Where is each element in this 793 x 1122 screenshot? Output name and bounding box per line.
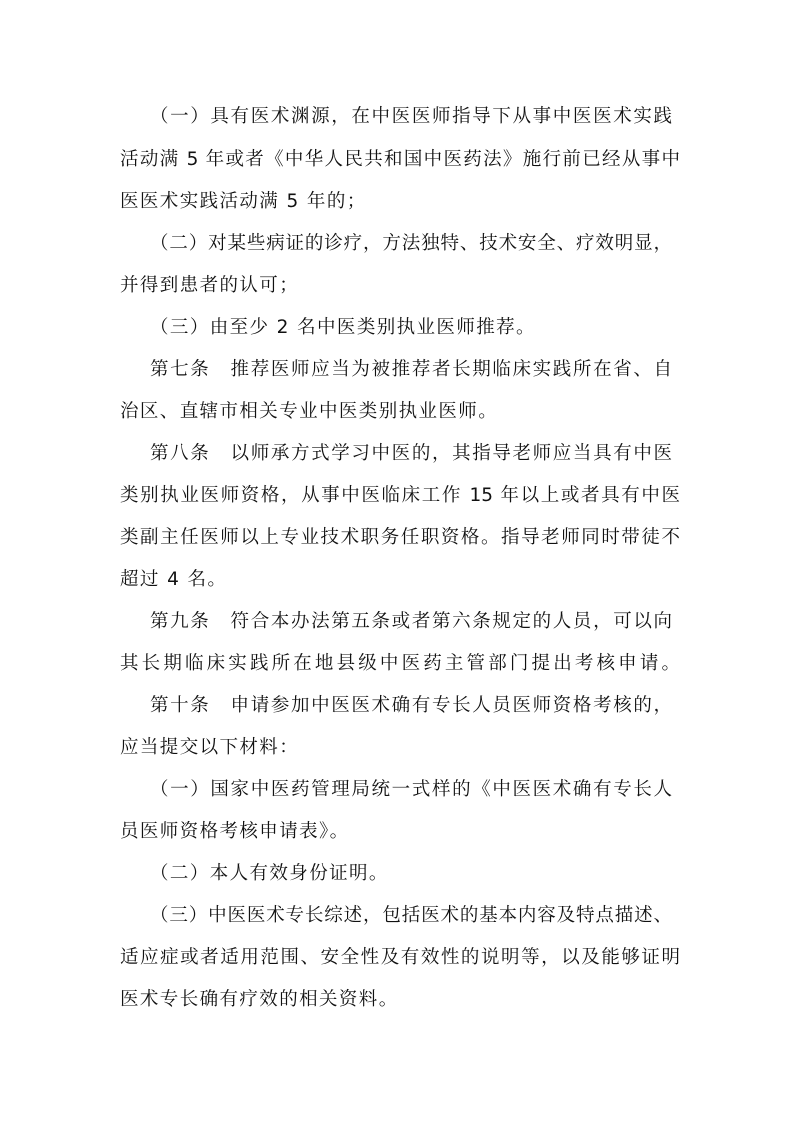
paragraph-line: （三）中医医术专长综述，包括医术的基本内容及特点描述、 (150, 905, 672, 926)
paragraph-line: （二）本人有效身份证明。 (150, 863, 389, 884)
article-heading-line: 第八条 以师承方式学习中医的，其指导老师应当具有中医 (150, 443, 672, 464)
article-heading-line: 第十条 申请参加中医医术确有专长人员医师资格考核的， (150, 695, 672, 716)
paragraph-line: 超过 4 名。 (120, 569, 228, 590)
paragraph-line: 医术专长确有疗效的相关资料。 (120, 989, 399, 1010)
paragraph-line: （一）国家中医药管理局统一式样的《中医医术确有专长人 (150, 779, 672, 800)
paragraph-line: 治区、直辖市相关专业中医类别执业医师。 (120, 401, 499, 422)
paragraph-line: 其长期临床实践所在地县级中医药主管部门提出考核申请。 (120, 653, 680, 674)
paragraph-line: （一）具有医术渊源，在中医医师指导下从事中医医术实践 (150, 106, 672, 127)
article-heading-line: 第七条 推荐医师应当为被推荐者长期临床实践所在省、自 (150, 359, 672, 380)
paragraph-line: 员医师资格考核申请表》。 (120, 821, 350, 842)
paragraph-line: 类副主任医师以上专业技术职务任职资格。指导老师同时带徒不 (120, 527, 680, 548)
article-heading-line: 第九条 符合本办法第五条或者第六条规定的人员，可以向 (150, 611, 672, 632)
paragraph-line: 适应症或者适用范围、安全性及有效性的说明等，以及能够证明 (120, 947, 680, 968)
paragraph-line: （二）对某些病证的诊疗，方法独特、技术安全、疗效明显， (150, 233, 672, 254)
paragraph-line: 应当提交以下材料： (120, 737, 300, 758)
paragraph-line: 活动满 5 年或者《中华人民共和国中医药法》施行前已经从事中 (120, 149, 680, 170)
paragraph-line: （三）由至少 2 名中医类别执业医师推荐。 (150, 317, 536, 338)
paragraph-line: 医医术实践活动满 5 年的； (120, 191, 367, 212)
paragraph-line: 并得到患者的认可； (120, 275, 300, 296)
paragraph-line: 类别执业医师资格，从事中医临床工作 15 年以上或者具有中医 (120, 485, 680, 506)
